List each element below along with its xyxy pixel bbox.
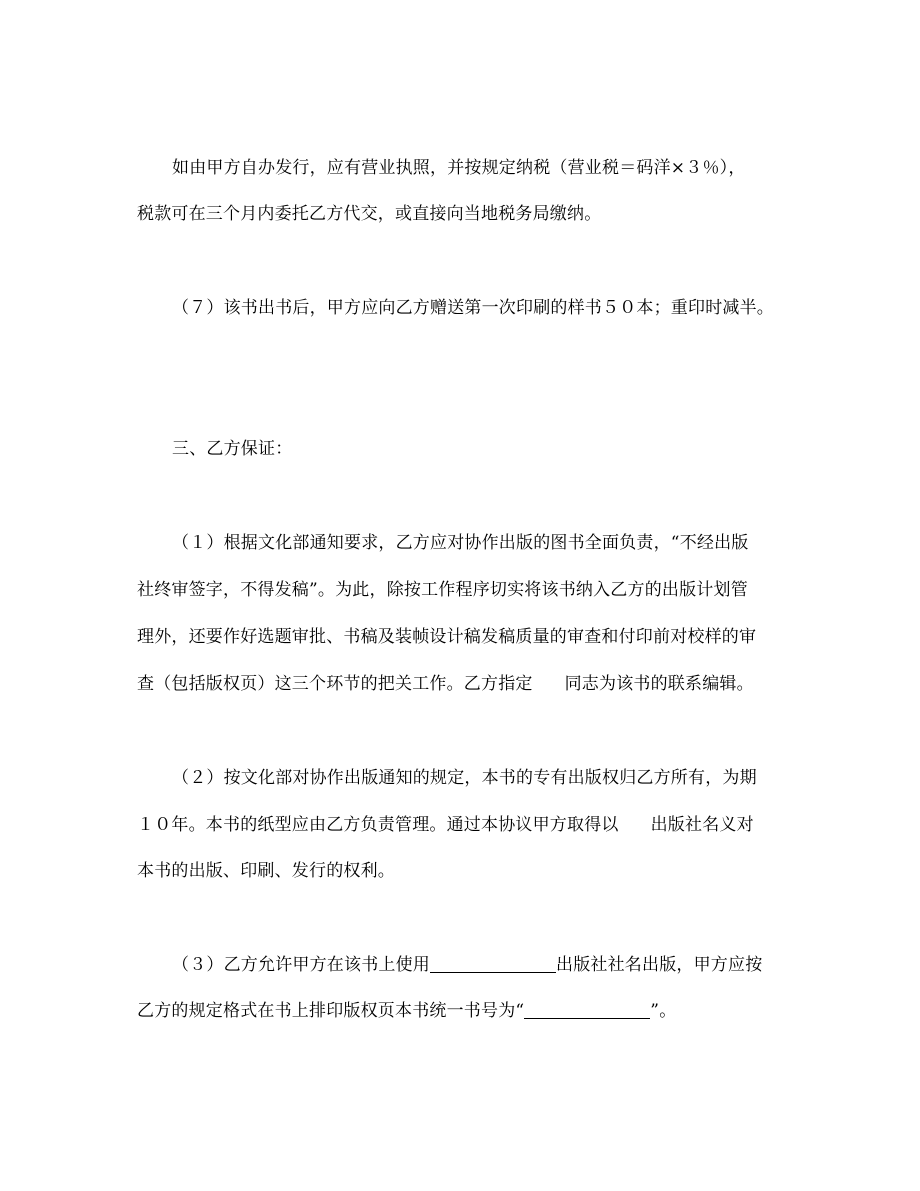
paragraph-4-line-2-part-b: 出版社名义对 <box>650 815 754 835</box>
paragraph-4-line-2-part-a: １０年。本书的纸型应由乙方负责管理。通过本协议甲方取得以 <box>137 815 619 835</box>
paragraph-5-line-1 <box>172 955 762 975</box>
paragraph-5-line-2 <box>137 1001 676 1021</box>
paragraph-4-line-2 <box>137 815 754 835</box>
paragraph-3-line-4 <box>137 674 754 694</box>
book-number-blank-field <box>524 1002 650 1019</box>
paragraph-3-line-4-part-b: 同志为该书的联系编辑。 <box>564 674 754 694</box>
paragraph-4-line-1: （２）按文化部对协作出版通知的规定，本书的专有出版权归乙方所有，为期 <box>172 768 757 788</box>
paragraph-3-line-2: 社终审签字，不得发稿”。为此，除按工作程序切实将该书纳入乙方的出版计划管 <box>137 580 748 600</box>
paragraph-4-line-3: 本书的出版、印刷、发行的权利。 <box>137 861 395 881</box>
paragraph-1-line-1: 如由甲方自办发行，应有营业执照，并按规定纳税（营业税＝码洋×３％）， <box>172 158 746 178</box>
paragraph-5-line-1-part-b: 出版社社名出版，甲方应按 <box>556 955 763 975</box>
paragraph-1-line-2: 税款可在三个月内委托乙方代交，或直接向当地税务局缴纳。 <box>137 204 602 224</box>
paragraph-5-line-1-part-a: （３）乙方允许甲方在该书上使用 <box>172 955 430 975</box>
paragraph-5-line-2-part-a: 乙方的规定格式在书上排印版权页本书统一书号为“ <box>137 1001 525 1021</box>
paragraph-5-line-2-part-b: ”。 <box>650 1001 677 1021</box>
section-3-heading: 三、乙方保证： <box>172 439 293 459</box>
publisher-blank-field <box>430 956 556 973</box>
paragraph-3-line-3: 理外，还要作好选题审批、书稿及装帧设计稿发稿质量的审查和付印前对校样的审 <box>137 627 757 647</box>
paragraph-3-line-4-part-a: 查（包括版权页）这三个环节的把关工作。乙方指定 <box>137 674 533 694</box>
paragraph-2-line-1: （７）该书出书后，甲方应向乙方赠送第一次印刷的样书５０本；重印时减半。 <box>172 298 774 318</box>
paragraph-3-line-1: （１）根据文化部通知要求，乙方应对协作出版的图书全面负责，“不经出版 <box>172 533 749 553</box>
